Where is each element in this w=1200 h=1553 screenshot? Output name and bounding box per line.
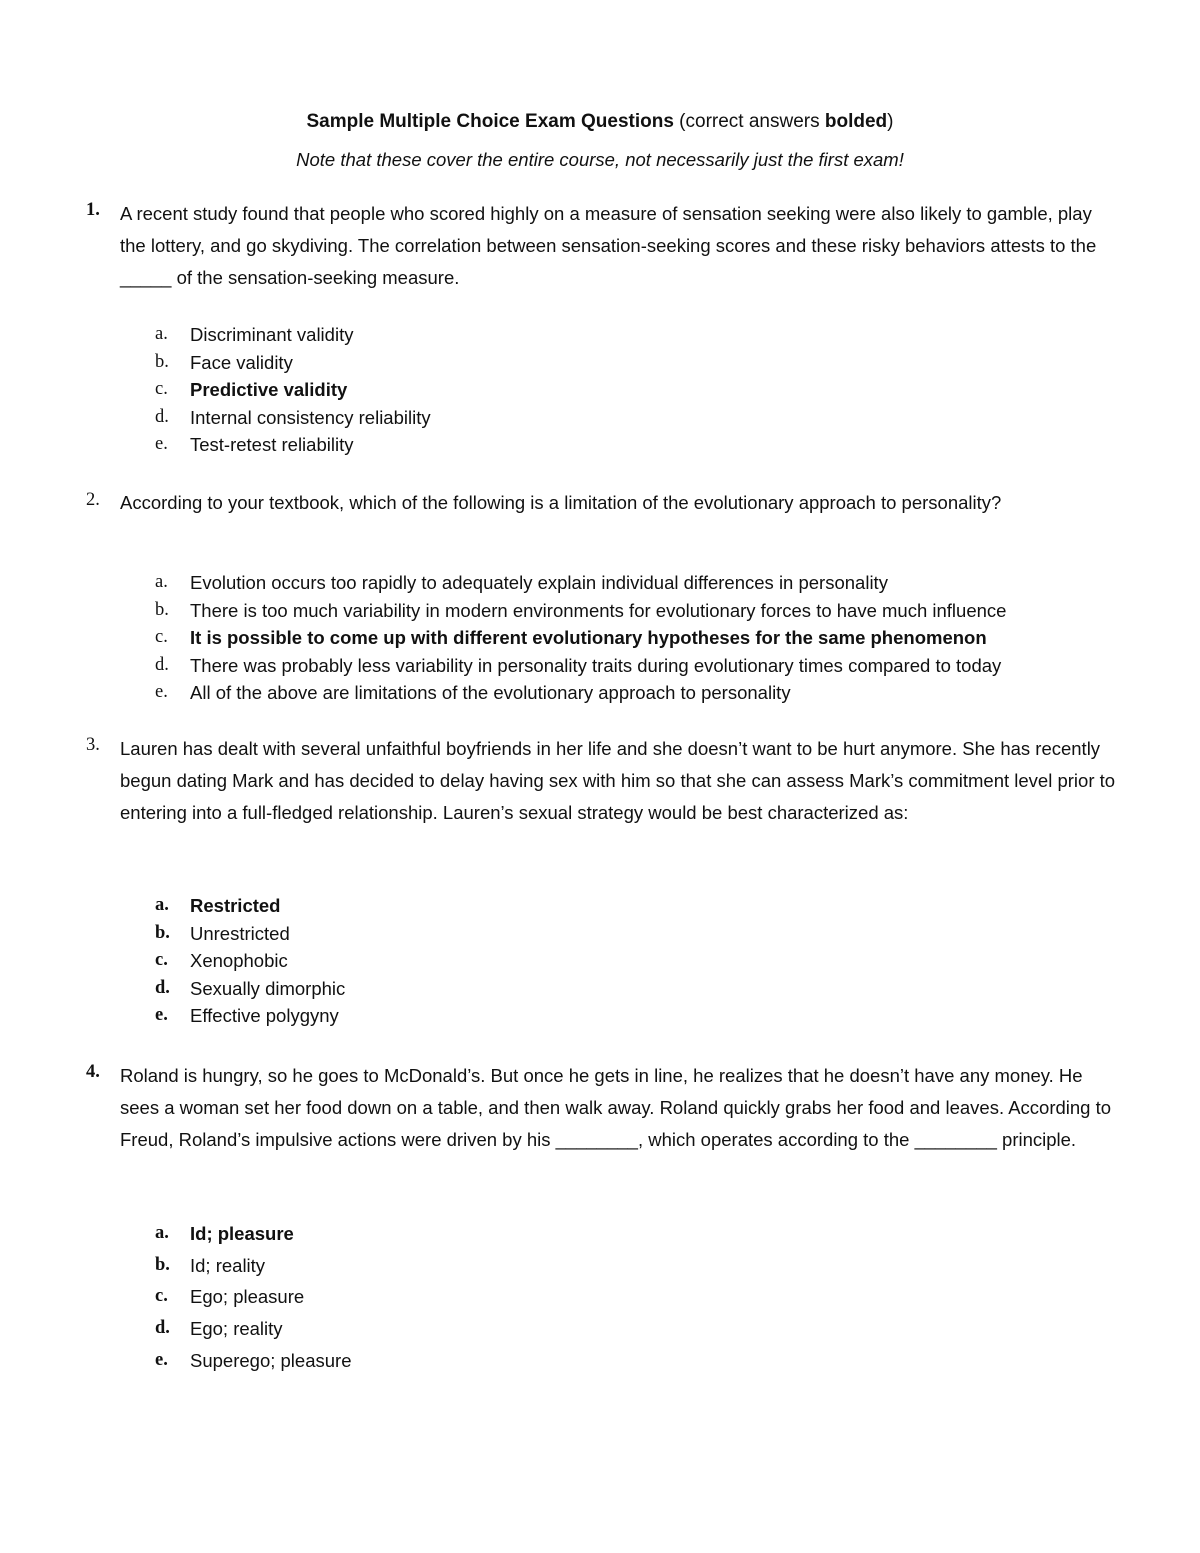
option xyxy=(0,1005,1200,1032)
option-letter: e. xyxy=(155,1350,168,1370)
option-letter: a. xyxy=(155,895,169,915)
option xyxy=(0,1255,1200,1282)
option-text: Id; pleasure xyxy=(190,1223,294,1244)
option xyxy=(0,600,1200,627)
title-rest: (correct answers xyxy=(673,111,825,132)
option xyxy=(0,978,1200,1005)
question-number: 4. xyxy=(86,1062,100,1082)
title-end: ) xyxy=(887,111,894,132)
option-correct xyxy=(0,379,1200,406)
option-letter: e. xyxy=(155,682,168,702)
option-letter: c. xyxy=(155,379,168,399)
option xyxy=(0,1350,1200,1377)
option-text: Internal consistency reliability xyxy=(190,406,431,428)
option-text: Restricted xyxy=(190,895,281,916)
option-text: It is possible to come up with different evolutionary hypotheses for the same phenomenon xyxy=(190,627,987,648)
option-letter: d. xyxy=(155,654,169,675)
option-text: Test-retest reliability xyxy=(190,434,354,455)
option-letter: e. xyxy=(155,1005,168,1025)
option-text: There is too much variability in modern environments for evolutionary forces to have much influence xyxy=(190,599,1007,621)
option xyxy=(0,1318,1200,1345)
option-letter: c. xyxy=(155,1286,168,1306)
document-note: Note that these cover the entire course, not necessarily just the first exam! xyxy=(296,149,904,170)
option xyxy=(0,352,1200,379)
option-correct xyxy=(0,1223,1200,1250)
option-letter: b. xyxy=(155,599,169,620)
option-letter: e. xyxy=(155,434,168,454)
question-number: 3. xyxy=(86,735,100,755)
option-text: All of the above are limitations of the evolutionary approach to personality xyxy=(190,682,791,703)
option-letter: b. xyxy=(155,922,170,943)
question-text: According to your textbook, which of the following is a limitation of the evolutionary approach to personality? xyxy=(120,492,1002,513)
option-letter: a. xyxy=(155,572,168,592)
option xyxy=(0,407,1200,434)
option-text: Predictive validity xyxy=(190,379,348,400)
option-text: Discriminant validity xyxy=(190,324,354,345)
option xyxy=(0,324,1200,351)
option xyxy=(0,1286,1200,1313)
option-text: Evolution occurs too rapidly to adequately explain individual differences in personality xyxy=(190,572,888,593)
question-text: Roland is hungry, so he goes to McDonald’s. But once he gets in line, he realizes that he doesn’t have any money. He sees a woman set her food down on a table, and then walk away. Roland quickly grabs her food and leaves. According to Freud, Roland’s impulsive actions were driven by his ________, which operates according to the ________ principle. xyxy=(120,1065,1117,1150)
option-letter: d. xyxy=(155,1318,170,1338)
option xyxy=(0,950,1200,977)
option-letter: d. xyxy=(155,977,170,998)
question-text: A recent study found that people who scored highly on a measure of sensation seeking were also likely to gamble, play the lottery, and go skydiving. The correlation between sensation-seeking scores and these risky behaviors attests to the _____ of the sensation-seeking measure. xyxy=(120,203,1102,288)
option-text: Ego; reality xyxy=(190,1318,283,1339)
option-letter: c. xyxy=(155,950,168,970)
question-text: Lauren has dealt with several unfaithful boyfriends in her life and she doesn’t want to be hurt anymore. She has recently begun dating Mark and has decided to delay having sex with him so that she can assess Mark’s commitment level prior to entering into a full-fledged relationship. Lauren’s sexual strategy would be best characterized as: xyxy=(120,738,1121,823)
option-text: Face validity xyxy=(190,351,293,373)
option-letter: b. xyxy=(155,1254,170,1275)
option-text: Unrestricted xyxy=(190,922,290,944)
option-text: There was probably less variability in personality traits during evolutionary times compared to today xyxy=(190,654,1002,676)
option-letter: b. xyxy=(155,351,169,372)
question-number: 1. xyxy=(86,200,100,220)
option-text: Superego; pleasure xyxy=(190,1350,352,1371)
title-bold2: bolded xyxy=(824,111,888,132)
option-text: Ego; pleasure xyxy=(190,1286,305,1307)
option-text: Effective polygyny xyxy=(190,1005,339,1026)
option-letter: d. xyxy=(155,406,169,427)
option xyxy=(0,682,1200,709)
document-title xyxy=(0,109,1200,135)
option-correct xyxy=(0,627,1200,654)
title-bold: Sample Multiple Choice Exam Questions xyxy=(306,111,674,132)
option xyxy=(0,923,1200,950)
option-letter: a. xyxy=(155,324,168,344)
option-text: Sexually dimorphic xyxy=(190,977,346,999)
option-text: Xenophobic xyxy=(190,950,288,971)
option-correct xyxy=(0,895,1200,922)
option xyxy=(0,655,1200,682)
option xyxy=(0,434,1200,461)
option-letter: a. xyxy=(155,1223,169,1243)
option-letter: c. xyxy=(155,627,168,647)
option-text: Id; reality xyxy=(190,1254,266,1276)
option xyxy=(0,572,1200,599)
question-number: 2. xyxy=(86,490,100,510)
